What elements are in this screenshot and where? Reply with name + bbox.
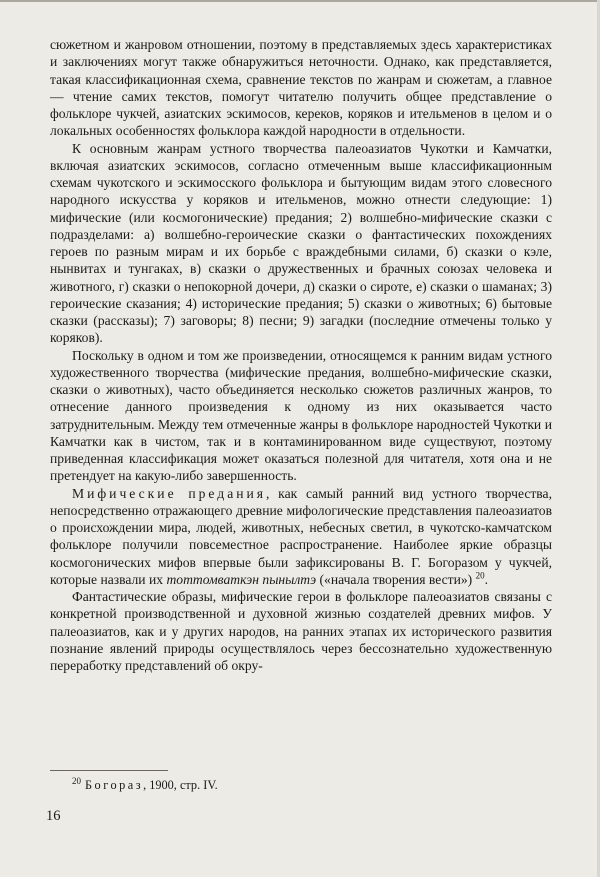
paragraph-mythical-legends — [50, 485, 552, 589]
footnote-marker: 20 — [72, 775, 81, 786]
paragraph-text: («начала творения вести») — [316, 571, 476, 587]
emphasized-term: Мифические предания — [72, 485, 267, 501]
paragraph-text: , как самый ранний вид устного творчества, непосредственно отражающего древние мифологические представления палеоазиатов о происхождении мира, людей, животных, небесных светил, в чукотско-камчатском фольклоре получили повсеместное распространение. Наиболее яркие образцы космогонических мифов впервые были зафиксированы В. Г. Богоразом у чукчей, которые назвали их — [50, 485, 552, 587]
page-text-block — [50, 36, 552, 674]
footnote-reference: 20 — [475, 570, 485, 581]
paragraph-continuation: сюжетном и жанровом отношении, поэтому в представляемых здесь характеристиках и заключениях могут также обнаружиться неточности. Однако, как представляется, такая классификационная схема, сравнение текстов по жанрам и сюжетам, а главное — чтение самих текстов, помогут читателю получить общее представление о фольклоре чукчей, азиатских эскимосов, кереков, коряков и ительменов в целом и о локальных особенностях фольклора каждой народности в отдельности. — [50, 37, 552, 139]
footnote-text: , 1900, стр. IV. — [143, 778, 218, 792]
paragraph-fantastic-images: Фантастические образы, мифические герои в фольклоре палеоазиатов связаны с конкретной производственной и духовной жизнью создателей древних мифов. У палеоазиатов, как и у других народов, на ранних этапах их исторического развития познание явлений природы осуществлялось через бессознательно художественную переработку представлений об окру- — [50, 589, 552, 673]
footnote — [50, 775, 552, 793]
scan-edge-top — [0, 0, 600, 2]
footnote-author: Богораз — [85, 778, 144, 792]
chukchi-term-italic: тоттомваткэн пынылтэ — [166, 571, 317, 587]
page-number: 16 — [46, 808, 61, 824]
paragraph-classification-note: Поскольку в одном и том же произведении, относящемся к ранним видам устного художественного творчества (мифические предания, волшебно-мифические сказки, сказки о животных), часто объединяется несколько сюжетов различных жанров, то отнесение данного произведения к одному из них оказывается часто затруднительным. Между тем отмеченные жанры в фольклоре народностей Чукотки и Камчатки как в чистом, так и в контаминированном виде существуют, поэтому приведенная классификация может оказаться полезной для читателя, хотя она и не претендует на какую-либо завершенность. — [50, 347, 552, 484]
footnote-divider — [50, 770, 168, 771]
paragraph-genres-list: К основным жанрам устного творчества палеоазиатов Чукотки и Камчатки, включая азиатских эскимосов, согласно отмеченным выше классификационным схемам чукотского и эскимосского фольклора и бытующим видам этого словесного народного искусства у коряков и ительменов, можно отнести следующие: 1) мифические (или космогонические) предания; 2) волшебно-мифические сказки с подразделами: а) волшебно-героические сказки о фантастических похождениях героев по разным мирам и их борьбе с враждебными силами, б) сказки о кэле, нынвитах и тунгаках, в) сказки о дружественных и брачных союзах человека и животного, г) сказки о непокорной дочери, д) сказки о сироте, е) сказки о шаманах; 3) героические сказания; 4) исторические предания; 5) сказки о животных; 6) бытовые сказки (рассказы); 7) заговоры; 8) песни; 9) загадки (последние отмечены только у коряков). — [50, 140, 552, 346]
footnote-block — [50, 770, 552, 793]
paragraph-text: . — [484, 571, 488, 587]
